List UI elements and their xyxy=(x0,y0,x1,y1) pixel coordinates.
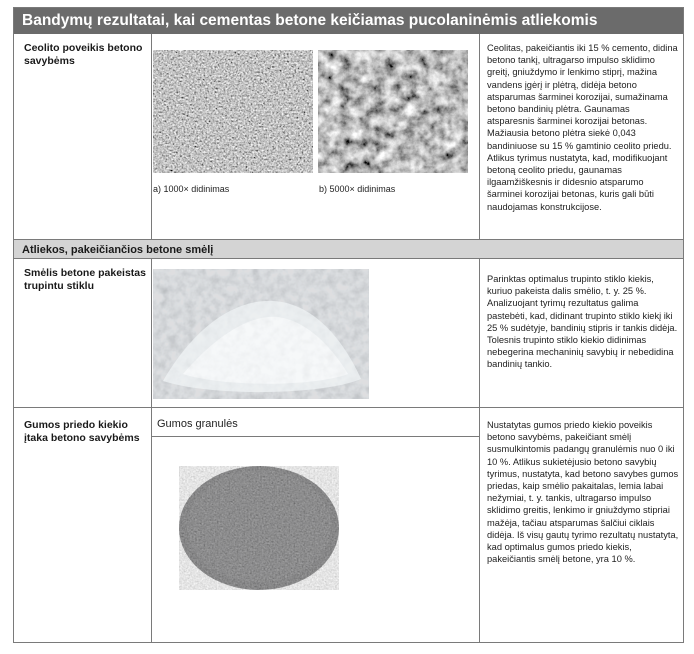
rubber-image-title: Gumos granulės xyxy=(157,418,238,430)
caption-5000x: b) 5000× didinimas xyxy=(319,184,396,194)
sem-image-5000x xyxy=(318,50,468,173)
sem-image-1000x xyxy=(153,50,313,173)
rubber-granules-image xyxy=(174,458,344,593)
row-rubber xyxy=(14,407,683,643)
rubber-description: Nustatytas gumos priedo kiekio poveikis betono savybėms, pakeičiant smėlį susmulkintomis padangų granulėmis nuo 0 iki 10 %. Atlikus sukietėjusio betono savybių tyrimus, nustatyta, kad betono savybes gumos priedas, kaip smėlio pakaitalas, lemia labai nežymiai, t. y. tankis, ultragarso impulso sklidimo greitis, lenkimo ir gniuždymo stipriai mažėja, tačiau atsparumas šalčiui ciklais didėja. Iš visų gautų tyrimo rezultatų nustatyta, kad optimalus gumos priedo kiekis, pakeičiantis smėlį betone, yra 10 %. xyxy=(487,420,679,565)
results-table xyxy=(13,7,684,643)
table-title: Bandymų rezultatai, kai cementas betone keičiamas pucolaninėmis atliekomis xyxy=(14,8,683,34)
row-label-glass: Smėlis betone pakeistas trupintu stiklu xyxy=(24,267,146,292)
row-glass xyxy=(14,259,683,407)
row-label-zeolite: Ceolito poveikis betono savybėms xyxy=(24,42,143,67)
glass-description: Parinktas optimalus trupinto stiklo kiekis, kuriuo pakeista dalis smėlio, t. y. 25 %. Analizuojant tyrimų rezultatus galima pastebėti, kad, didinant trupinto stiklo kiekį iki 25 % sudėtyje, bandinių stipris ir tankis didėja. Tolesnis trupinto stiklo kiekio didinimas nebegerina mechaninių savybių ir nebedidina bandinių tankio. xyxy=(487,274,678,370)
section-header-sand: Atliekos, pakeičiančios betone smėlį xyxy=(14,239,683,259)
zeolite-description: Ceolitas, pakeičiantis iki 15 % cemento, didina betono tankį, ultragarso impulso sklidimo greitį, gniuždymo ir lenkimo stiprį, mažina vandens įgėrį ir plėtrą, didėja betono atsparumas šarminei korozijai, sumažinama betono bandinių plėtra. Gaunamas atsparesnis šarminei korozijai betonas. Mažiausia betono plėtra siekė 0,043 bandiniuose su 15 % gamtinio ceolito priedu. Atlikus tyrimus nustatyta, kad, modifikuojant betoną ceolito priedu, gaunamas ilgaamžiškesnis ir didesnio atsparumo šarminei korozijai betonas, kuris gali būti naudojamas konstrukcijose. xyxy=(487,43,678,212)
row-zeolite xyxy=(14,34,683,239)
caption-1000x: a) 1000× didinimas xyxy=(153,184,230,194)
row-label-rubber: Gumos priedo kiekio įtaka betono savybėms xyxy=(24,419,140,444)
crushed-glass-image xyxy=(153,269,369,399)
